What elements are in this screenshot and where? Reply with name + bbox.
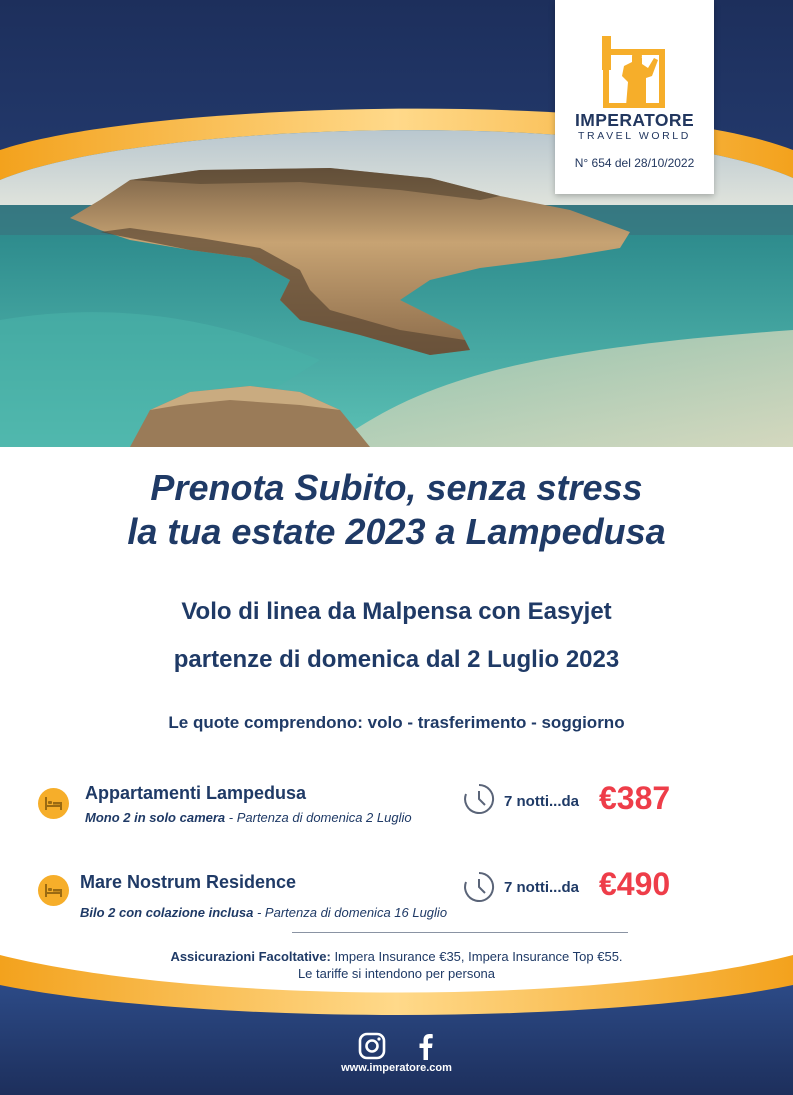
offer-departure: - Partenza di domenica 16 Luglio	[253, 905, 448, 920]
bed-icon	[38, 788, 69, 819]
instagram-icon[interactable]	[358, 1032, 386, 1060]
headline-line-2: la tua estate 2023 a Lampedusa	[127, 511, 666, 552]
hero-banner	[0, 0, 793, 447]
insurance-note: Le tariffe si intendono per persona	[297, 966, 496, 981]
headline-line-1: Prenota Subito, senza stress	[150, 467, 643, 508]
brand-tagline: TRAVEL WORLD	[578, 130, 691, 142]
offer-price: €387	[599, 780, 671, 816]
offer-departure: - Partenza di domenica 2 Luglio	[225, 810, 412, 825]
offer-detail	[85, 810, 412, 825]
offer-price: €490	[599, 866, 671, 902]
offer-detail	[80, 905, 447, 920]
offer-nights: 7 notti...da	[504, 793, 579, 810]
insurance-line	[0, 948, 793, 965]
offer-nights: 7 notti...da	[504, 879, 579, 896]
page-title	[0, 466, 793, 554]
offer-room: Bilo 2 con colazione inclusa	[80, 905, 254, 920]
divider	[292, 932, 628, 933]
flight-info: Volo di linea da Malpensa con Easyjet	[181, 598, 612, 625]
issue-number: N° 654 del 28/10/2022	[574, 156, 695, 170]
offer-name: Mare Nostrum Residence	[80, 872, 297, 892]
insurance-text: Impera Insurance €35, Impera Insurance Top €55.	[330, 949, 623, 964]
offer-name: Appartamenti Lampedusa	[85, 783, 307, 803]
clock-icon	[463, 783, 495, 815]
facebook-icon[interactable]	[412, 1032, 440, 1060]
imperatore-logo-icon	[602, 36, 666, 108]
insurance-label: Assicurazioni Facoltative:	[170, 949, 331, 964]
brand-name: IMPERATORE	[574, 110, 695, 130]
website-link[interactable]: www.imperatore.com	[341, 1062, 452, 1074]
logo-card	[555, 0, 714, 194]
includes-text: Le quote comprendono: volo - trasferimento - soggiorno	[168, 713, 625, 732]
offer-mare-nostrum-residence[interactable]	[0, 866, 793, 931]
insurance-info	[0, 948, 793, 982]
departure-info: partenze di domenica dal 2 Luglio 2023	[173, 646, 620, 673]
offer-room: Mono 2 in solo camera	[85, 810, 226, 825]
clock-icon	[463, 871, 495, 903]
bed-icon	[38, 875, 69, 906]
offer-appartamenti-lampedusa[interactable]	[0, 780, 793, 843]
